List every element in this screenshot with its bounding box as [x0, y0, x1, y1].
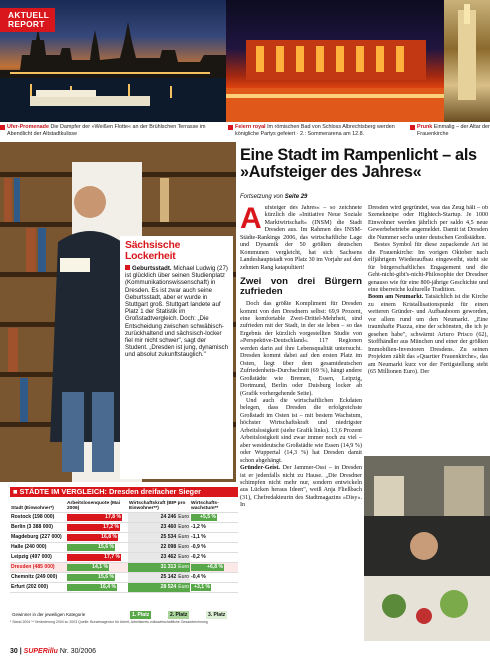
bip-unit: Euro [178, 574, 189, 580]
bip-unit: Euro [178, 544, 189, 550]
wachstum-cell [190, 582, 238, 592]
col1-paragraph-3: Und auch die wirtschaftlichen Eckdaten belegen, dass Dresden die erfolgreichste Großstadt im Osten ist – mit bestem Wachstum, höchster Wirtschaftskraft und niedrigster Arbeitslosigkeit (siehe Grafik links). 13,6 Prozent Arbeitslosigkeit sind zwar immer noch zu viel – aber westdeutsche Großstädte wie Essen (14,9 %) oder Wuppertal (14,3 %) hat Dresden damit schon abgehängt. [240, 397, 362, 464]
bip-value: 23 460 [160, 524, 177, 530]
sidebox-text [125, 265, 229, 359]
wachstum-cell [190, 572, 238, 582]
col2-paragraph-3: Boom am Neumarkt. Tatsächlich ist die Kirche zu einem Kristallisationspunkt für einen weiteren Gründer- und Aufbauboom geworden, vor allem rund um den Neumarkt. „Eine traumhafte Piazza, eine der schönsten, die ich je gesehen habe", schwärmt Arturo Prisco (62), Stoffhändler aus München und einer der größten Immobilien-Investoren Dresdens. Zu seinen Projekten zählt das »Quartier Frauenkirche«, das am Neumarkt kurz vor der Fertigstellung steht (65 Millionen Euro). Der [368, 294, 488, 375]
col2-paragraph-2: Bestes Symbol für diese zupackende Art ist die Frauenkirche: Im vorigen Oktober nach elfjährigem Wiederaufbau eingeweiht, steht sie für bürgerschaftliches Engagement und die Geht-nicht-gibt's-nicht-Philosophie der Dresdner genauso wie für eine 800-jährige Geschichte und eine überreiche kulturelle Tradition. [368, 242, 488, 293]
article-column-1 [240, 205, 362, 645]
bip-unit: Euro [178, 554, 189, 560]
col1-paragraph-2: Doch das größte Kompliment für Dresden kommt von den Dresdnern selbst: 69,9 Prozent, eine komfortable Zwei-Drittel-Mehrheit, sind zufrieden mit der Stadt, in der sie leben – so das Ergebnis der kürzlich vorgestellten Studie von »Perspektive-Deutschland«. 117 Regionen werden darin auf ihre Lebensqualität untersucht. Dresden kommt dabei auf den ersten Platz im Osten, liegt über dem gesamtdeutschen Zufriedenheits-Durchschnitt (69 %), hängt andere Großstädte wie Bremen, Essen, Leipzig, Dortmund, Berlin oder Duisburg locker ab (Grafik vorhergehende Seite). [240, 301, 362, 397]
arbeitslosenquote-bar: 14,1 % [67, 564, 109, 571]
table-title: STÄDTE IM VERGLEICH: Dresden dreifacher Sieger [19, 487, 202, 496]
arbeitslosenquote-bar: 17,8 % [67, 514, 122, 521]
header-wirtschaftskraft: Wirtschaftskraft (BIP pro Einwohner**) [128, 498, 190, 512]
wirtschaftskraft-cell [128, 542, 190, 552]
bip-unit: Euro [178, 584, 189, 590]
wachstum-bar: +6,8 % [191, 564, 224, 571]
col1-paragraph-4: Gründer-Geist. Der Jammer-Ossi – in Dresden ist er jedenfalls nicht zu Hause. „Die Dresdner schimpfen nicht mehr nur, sondern entwickeln aus Lücken heraus Ideen", weiß Anja Fließbach (31), Chefredakteurin des Stadtmagazins »Disy«. In [240, 465, 362, 509]
legend-label: Gewinner in der jeweiligen Kategorie [12, 612, 86, 617]
col2-paragraph-1: Dresden wird gegründet, was das Zeug hält – ob Szenekneipe oder Hightech-Startup. Je 1000 Einwohner werden jährlich per saldo 4,5 neue Gewerbebetriebe angemeldet. Damit ist Dresden die Nummer sechs unter deutschen Großstädten. [368, 205, 488, 241]
sidebox-label: Geburtsstadt. [125, 265, 172, 272]
arbeitslosenquote-cell [66, 532, 128, 542]
wirtschaftskraft-cell [128, 552, 190, 562]
bip-value: 28 524 [160, 584, 177, 590]
wachstum-bar: +5,5 % [191, 514, 217, 521]
bip-unit: Euro [178, 564, 189, 570]
sidebox-saechsische-lockerheit [120, 236, 233, 479]
bip-value: 25 142 [160, 574, 177, 580]
bip-unit: Euro [178, 514, 189, 520]
fortsetzung-note: Fortsetzung von Seite 29 [240, 194, 308, 200]
arbeitslosenquote-cell [66, 562, 128, 572]
wirtschaftskraft-cell [128, 582, 190, 592]
table-row [10, 562, 238, 572]
wachstum-cell [190, 512, 238, 522]
cafe-scene-illustration [364, 456, 490, 641]
header-arbeitslosenquote: Arbeitslosenquote (Mai 2006) [66, 498, 128, 512]
section-badge-line2: REPORT [8, 18, 45, 29]
arbeitslosenquote-bar: 16,4 % [67, 584, 117, 591]
wachstum-bar: -1,1 % [191, 533, 206, 540]
legend-first: 1. Platz [132, 612, 150, 618]
section-badge [0, 8, 55, 32]
city-cell: Rostock (198 000) [10, 512, 66, 522]
page-footer: 30 | SUPERillu Nr. 30/2006 [10, 648, 97, 655]
arbeitslosenquote-bar: 17,2 % [67, 524, 120, 531]
table-row [10, 532, 238, 542]
sidebox-body: Michael Ludwig (27) ist glücklich über seinen Studienplatz (Kommunikationswissenschaft) in Dresden. Es ist zwar auch seine Geburtsstadt, aber er wurde in Stuttgart groß. Stuttgart landete auf Platz 1 der Statistik im Großstadtvergleich. Doch: „Die Entscheidung zwischen schwäbisch-zurückhaltend und sächsisch-locker fiel mir nicht schwer", sagt der Student. „Dresden ist jung, dynamisch und absolut zukunftstauglich." [125, 265, 228, 359]
table-row [10, 522, 238, 532]
article-headline: Eine Stadt im Rampenlicht – als »Aufsteiger des Jahres« [240, 146, 477, 181]
issue-number: Nr. 30/2006 [59, 648, 97, 655]
arbeitslosenquote-cell [66, 512, 128, 522]
wirtschaftskraft-cell [128, 572, 190, 582]
arbeitslosenquote-cell [66, 542, 128, 552]
altar-illustration [444, 0, 490, 122]
wachstum-bar: -1,2 % [191, 523, 206, 530]
legend-third: 3. Platz [208, 612, 226, 618]
header-wirtschaftswachstum: Wirtschafts-wachstum** [190, 498, 238, 512]
table-row [10, 552, 238, 562]
wachstum-bar: -0,4 % [191, 573, 206, 580]
city-cell: Chemnitz (249 000) [10, 572, 66, 582]
table-row [10, 582, 238, 592]
subheading-zufrieden: Zwei von drei Bürgern zufrieden [240, 276, 362, 298]
col1-paragraph-1: ufsteiger des Jahres« – so zeichnete kürzlich die »Initiative Neue Soziale Marktwirtschaft« (INSM) die Stadt Dresden aus. Im Rahmen des INSM-Städte-Rankings 2006, das wirtschaftliche Lage und Dynamik der 50 größten deutschen Kommunen vergleicht, hat sich Sachsens Landeshauptstadt von Platz 30 im Vorjahr auf den zehnten Rang katapultiert! [240, 205, 362, 271]
arbeitslosenquote-cell [66, 582, 128, 592]
wirtschaftskraft-cell [128, 562, 190, 572]
photo-cafe-neumarkt [364, 456, 490, 641]
table-header-row [10, 498, 238, 512]
wirtschaftskraft-cell [128, 512, 190, 522]
caption-feiern-royal: Feiern royal Im römischen Bad von Schloss Albrechtsberg werden königliche Partys gefeiert · 2.: Sommerarena am 12.8. [228, 124, 406, 138]
arbeitslosenquote-cell [66, 572, 128, 582]
table-title-bar: ■ STÄDTE IM VERGLEICH: Dresden dreifacher Sieger [10, 487, 238, 497]
city-cell: Leipzig (497 000) [10, 552, 66, 562]
arbeitslosenquote-bar: 17,7 % [67, 554, 121, 561]
arbeitslosenquote-cell [66, 552, 128, 562]
bip-value: 31 313 [160, 564, 177, 570]
table-row [10, 542, 238, 552]
magazine-name: SUPERillu [23, 648, 58, 655]
caption-prunk: Prunk Einmalig – der Altar der Frauenkirche [410, 124, 490, 138]
dropcap: A [240, 205, 262, 235]
table-row [10, 572, 238, 582]
bip-unit: Euro [178, 524, 189, 530]
bip-value: 22 098 [160, 544, 177, 550]
wachstum-cell [190, 562, 238, 572]
table-row [10, 512, 238, 522]
city-cell: Halle (240 000) [10, 542, 66, 552]
photo-feiern-royal [226, 0, 444, 122]
article-column-2 [368, 205, 488, 453]
section-badge-line1: AKTUELL [8, 10, 50, 20]
table-footnote: * Stand 2004 ** Veränderung 2004 zu 2003 Quelle: Bundesagentur für Arbeit, Arbeitskreis volkswirtschaftliche Gesamtrechnung [10, 620, 208, 624]
palace-illustration [226, 0, 444, 122]
arbeitslosenquote-cell [66, 522, 128, 532]
photo-prunk [444, 0, 490, 122]
wachstum-bar: +3,1 % [191, 584, 211, 591]
wachstum-bar: -0,9 % [191, 543, 206, 550]
wachstum-cell [190, 532, 238, 542]
arbeitslosenquote-bar: 15,6 % [67, 544, 115, 551]
header-city: Stadt (Einwohner*) [10, 498, 66, 512]
bip-unit: Euro [178, 534, 189, 540]
page-number: 30 [10, 648, 18, 655]
table-legend [10, 611, 238, 619]
sidebox-title: Sächsische Lockerheit [125, 240, 181, 262]
wirtschaftskraft-cell [128, 532, 190, 542]
arbeitslosenquote-bar: 16,8 % [67, 534, 118, 541]
wirtschaftskraft-cell [128, 522, 190, 532]
arbeitslosenquote-bar: 15,6 % [67, 574, 115, 581]
city-comparison-table [10, 498, 238, 593]
city-cell: Erfurt (202 000) [10, 582, 66, 592]
wachstum-cell [190, 522, 238, 532]
bip-value: 25 534 [160, 534, 177, 540]
wachstum-bar: -0,2 % [191, 553, 206, 560]
wachstum-cell [190, 552, 238, 562]
city-cell: Dresden (485 000) [10, 562, 66, 572]
wachstum-cell [190, 542, 238, 552]
city-cell: Berlin (3 388 000) [10, 522, 66, 532]
bip-value: 24 246 [160, 514, 177, 520]
city-cell: Magdeburg (227 000) [10, 532, 66, 542]
caption-ufer-promenade: Ufer-Promenade Die Dampfer der »Weißen Flotte« an der Brühlschen Terrasse im Abendlicht der Altstadtkulisse [0, 124, 224, 138]
bip-value: 23 462 [160, 554, 177, 560]
caption-row [0, 124, 490, 140]
legend-second: 2. Platz [170, 612, 188, 618]
